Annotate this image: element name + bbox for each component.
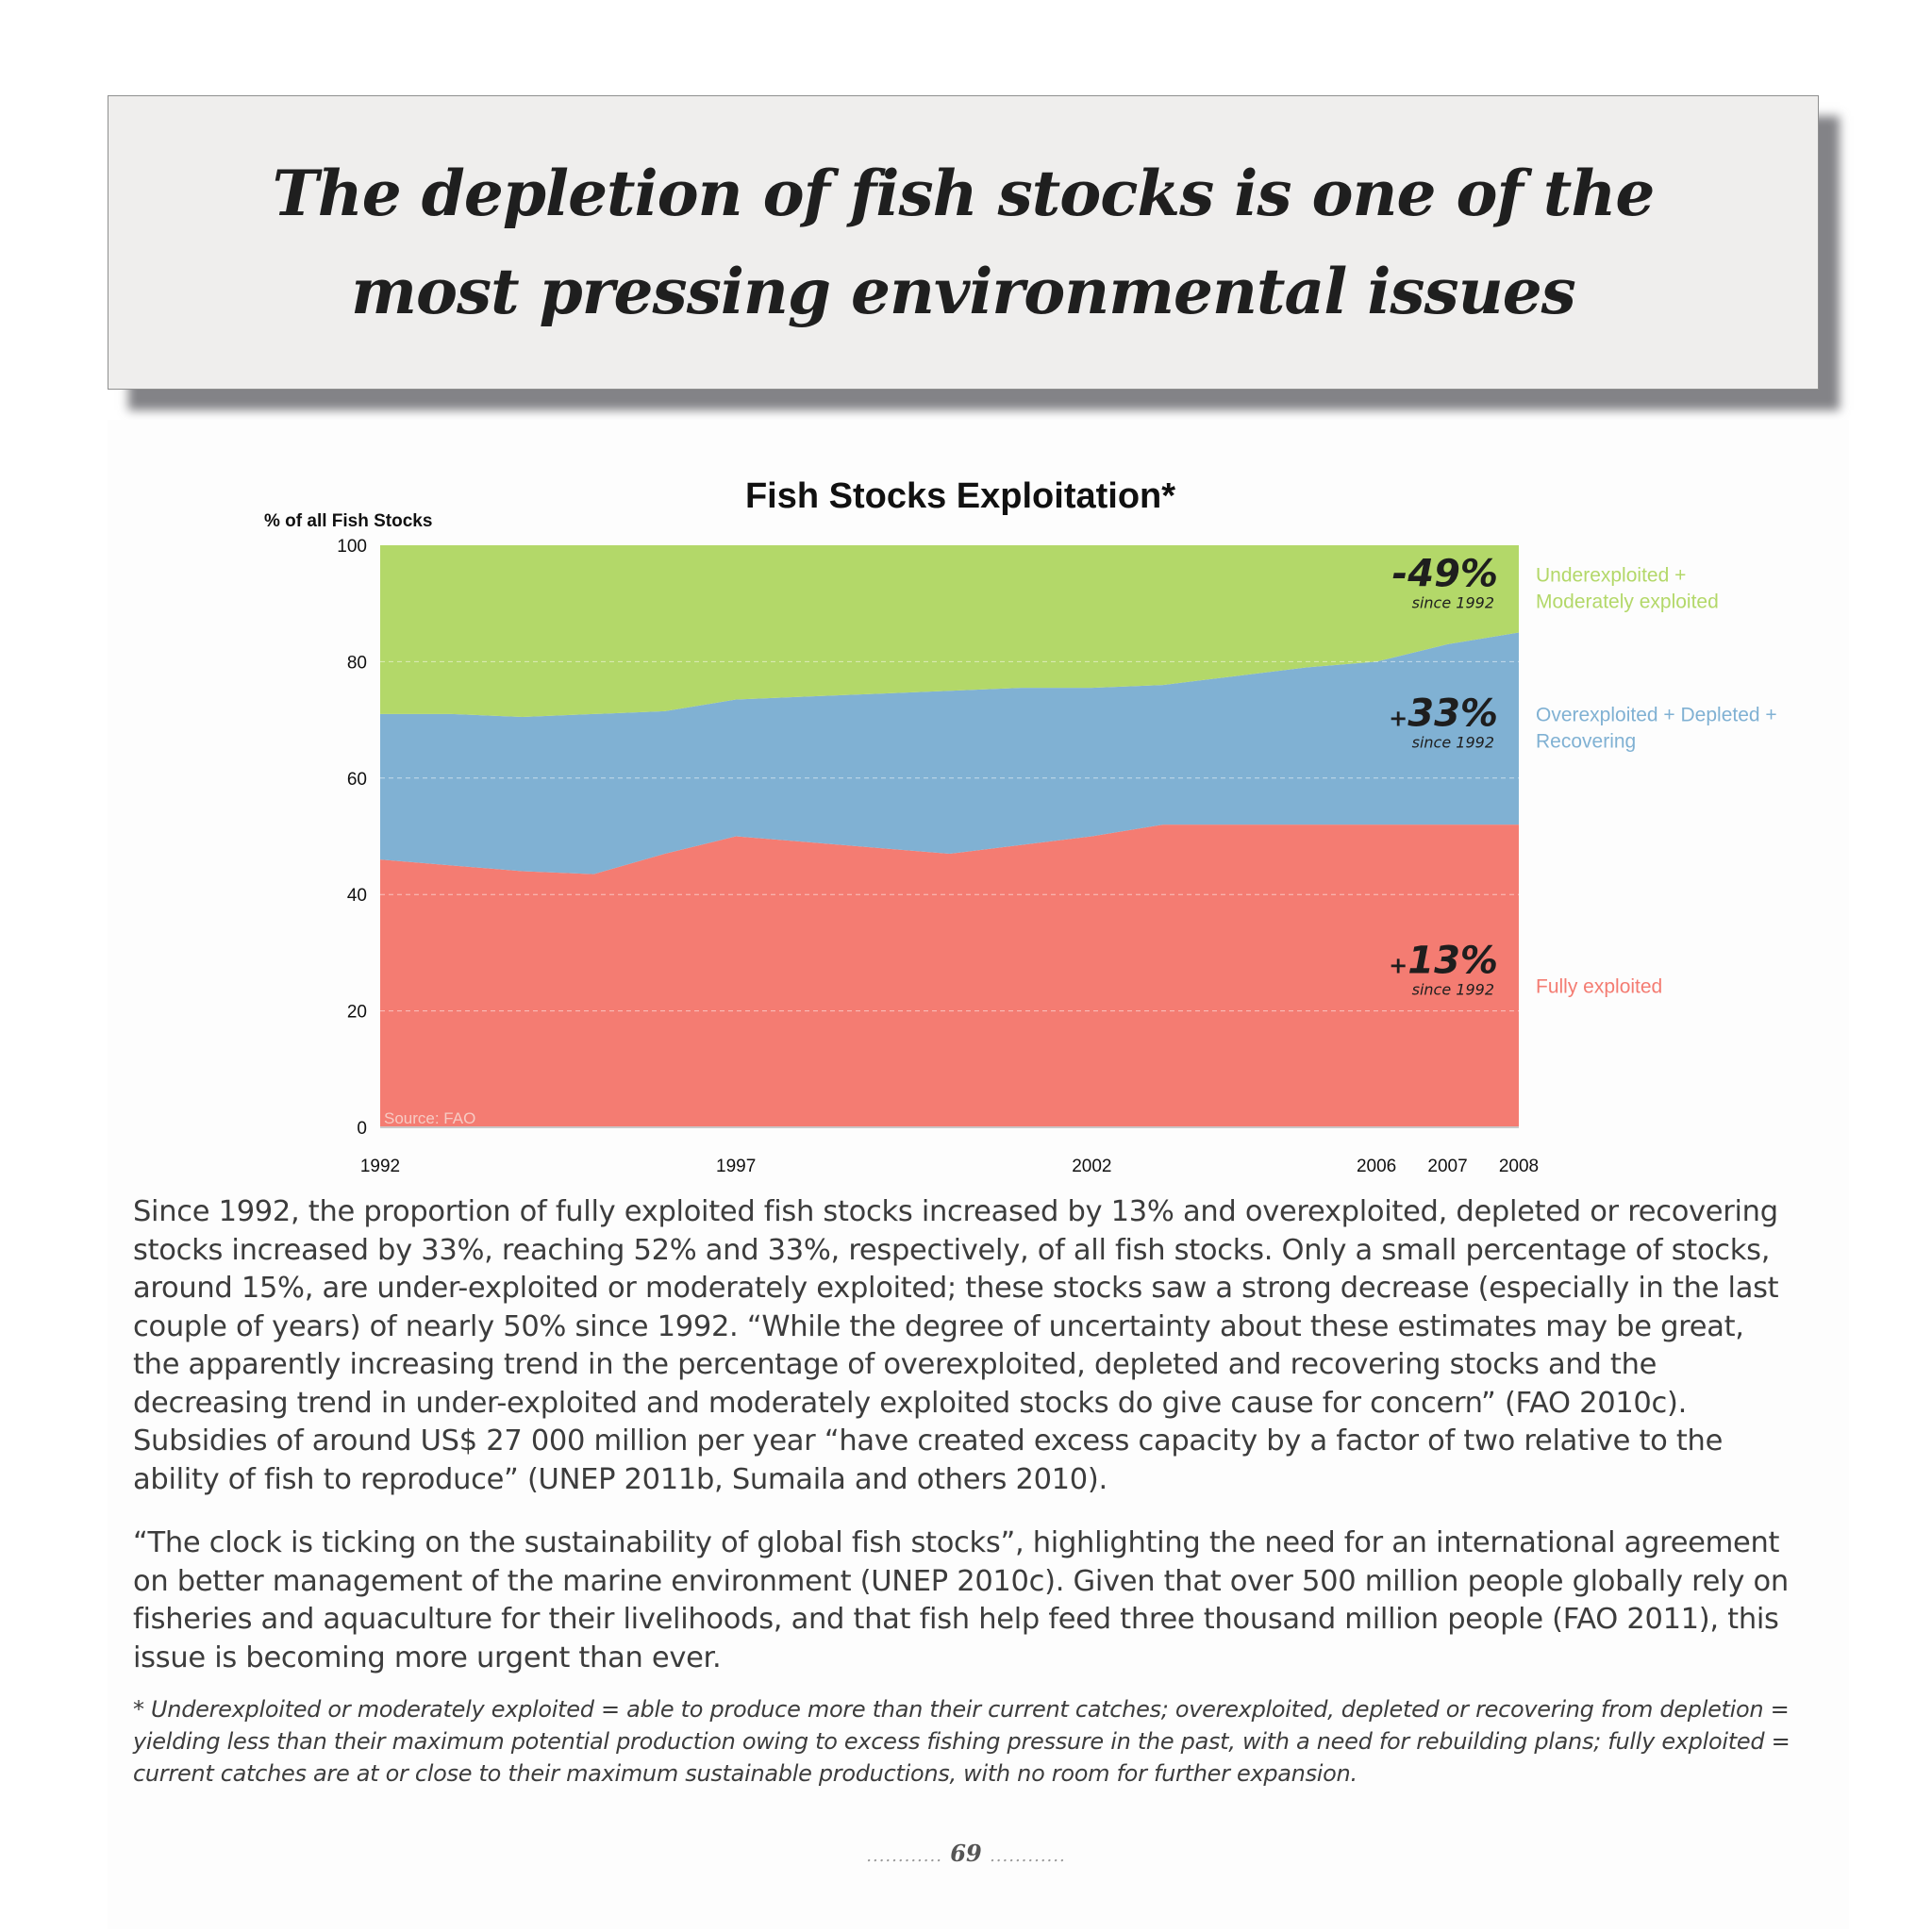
legend-item-1 [1536,564,1719,612]
annotation-percent: -49% [1391,552,1498,596]
page-number: 69 [950,1840,982,1867]
annotation-note: since 1992 [1411,980,1494,999]
x-axis-ticks [360,1157,1539,1176]
y-axis-label: % of all Fish Stocks [264,511,433,531]
annotation-note: since 1992 [1411,733,1494,752]
page-title-line-1: The depletion of fish stocks is one of the [272,157,1655,230]
legend-label-line1: Underexploited + [1536,564,1687,587]
annotation-percent: 33% [1407,691,1498,736]
body-paragraph-2: “The clock is ticking on the sustainability of global fish stocks”, highlighting the need for an international agreement on better management of the marine environment (UNEP 2010c). Given that over 500 million people globally rely on fisheries and aquaculture for their livelihoods, and that fish help feed three thousand million people (FAO 2011), this issue is becoming more urgent than ever. [133,1526,1789,1674]
annotation-sign: + [1389,952,1408,979]
footnote: * Underexploited or moderately exploited = able to produce more than their current catches; overexploited, depleted or recovering from depletion = yielding less than their maximum potential production owing to excess fishing pressure in the past, with a need for rebuilding plans; fully exploited = current catches are at or close to their maximum sustainable productions, with no room for further expansion. [133,1696,1790,1787]
legend-label-line2: Moderately exploited [1536,591,1719,613]
y-tick-label: 40 [346,886,367,907]
x-tick-label: 1997 [716,1157,757,1176]
y-axis-ticks [337,537,367,1139]
legend-item-3 [1536,976,1662,998]
annotation-value [1392,552,1498,595]
legend-item-2 [1536,704,1777,752]
legend-label-line2: Recovering [1536,730,1637,753]
y-tick-label: 0 [357,1119,367,1139]
annotation-sign: + [1389,705,1408,732]
page-number-footer [0,1840,1932,1867]
x-tick-label: 2002 [1072,1157,1112,1176]
x-tick-label: 2008 [1498,1157,1540,1176]
x-tick-label: 2007 [1427,1157,1468,1176]
x-tick-label: 1992 [359,1157,401,1176]
dots-left: ............ [866,1846,942,1866]
page-title-line-2: most pressing environmental issues [351,255,1575,328]
y-tick-label: 20 [346,1002,367,1023]
chart-legend [1536,564,1777,997]
source-label: Source: FAO [384,1109,476,1127]
dots-right: ............ [990,1846,1066,1866]
y-tick-label: 80 [346,653,367,674]
body-paragraph-1: Since 1992, the proportion of fully exploited fish stocks increased by 13% and overexploited, depleted or recovering stocks increased by 33%, reaching 52% and 33%, respectively, of all fish stocks. Only a small percentage of stocks, around 15%, are under-exploited or moderately exploited; these stocks saw a strong decrease (especially in the last couple of years) of nearly 50% since 1992. “While the degree of uncertainty about these estimates may be great, the apparently increasing trend in the percentage of overexploited, depleted and recovering stocks and the decreasing trend in under-exploited and moderately exploited stocks do give cause for concern” (FAO 2010c). Subsidies of around US$ 27 000 million per year “have created excess capacity by a factor of two relative to the ability of fish to reproduce” (UNEP 2011b, Sumaila and others 2010). [133,1195,1779,1496]
y-tick-label: 100 [337,537,367,557]
x-tick-label: 2006 [1356,1157,1397,1176]
y-tick-label: 60 [346,769,367,790]
legend-label-line1: Fully exploited [1536,975,1663,998]
area-layers [380,545,1519,1127]
annotation-percent: 13% [1407,939,1498,983]
chart-title: Fish Stocks Exploitation* [744,476,1176,516]
annotation-note: since 1992 [1411,593,1494,612]
legend-label-line1: Overexploited + Depleted + [1536,704,1777,726]
